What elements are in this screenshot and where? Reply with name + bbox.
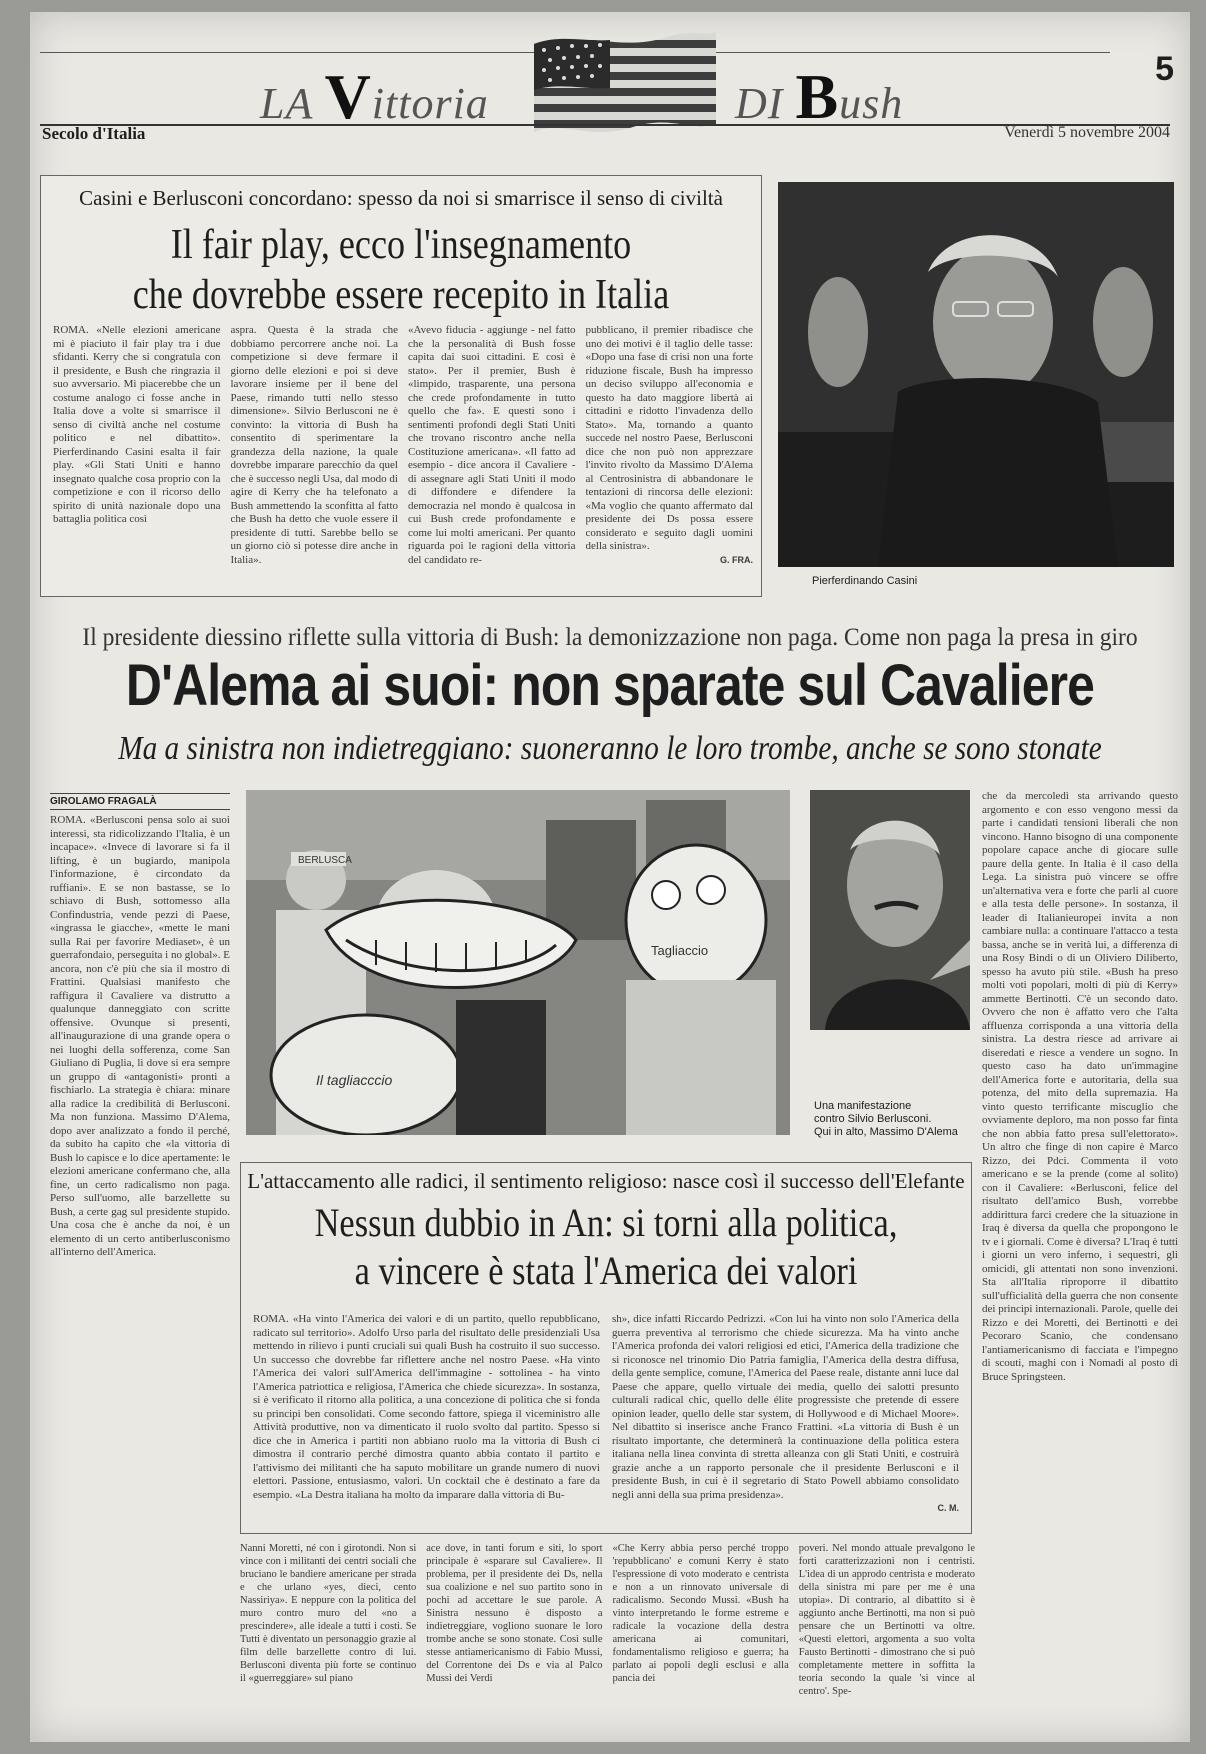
- article-continuation: [240, 1542, 975, 1742]
- photo-caption-line: Qui in alto, Massimo D'Alema: [814, 1126, 958, 1138]
- protest-photo-image: [246, 790, 790, 1135]
- photo-caption-line: Una manifestazione: [814, 1100, 912, 1112]
- protest-photo: [246, 790, 790, 1135]
- dalema-photo: [810, 790, 970, 1030]
- article-headline: [91, 220, 710, 320]
- newspaper-page: [30, 12, 1190, 1742]
- sign-text: Il tagliacccio: [316, 1072, 393, 1088]
- dalema-photo-image: [810, 790, 970, 1030]
- casini-photo-image: [778, 182, 1174, 567]
- headline-line-1: Il fair play, ecco l'insegnamento: [170, 222, 632, 268]
- section-title-la: LA: [260, 79, 313, 128]
- section-title-v: V: [324, 61, 372, 132]
- section-title-di: DI: [735, 79, 784, 128]
- article-column: [612, 1313, 959, 1523]
- us-flag-image: [530, 24, 720, 136]
- article-column: poveri. Nel mondo attuale prevalgono le forti caratterizzazioni non i centristi. L'idea di un approdo centrista e moderato della sinistra mi pare per me è una utopia». Di contrario, al dibattito si è aggiunto anche Bertinotti, ma non si può pensare che un Bertinotti va oltre. «Questi elettori, argomenta a suo volta Fausto Bertinotti - dimostrano che si può completamente mettere in soffitta la teoria secondo la quale 'si vince al centro'. Spe-: [798, 1543, 975, 1697]
- newspaper-name: Secolo d'Italia: [42, 124, 146, 143]
- headline-line-2: che dovrebbe essere recepito in Italia: [132, 272, 670, 318]
- header-rule-bottom: [40, 124, 1170, 126]
- article-kicker: Casini e Berlusconi concordano: spesso da noi si smarrisce il senso di civiltà: [79, 186, 723, 210]
- photo-caption: [814, 1100, 974, 1139]
- headline-line-1: Nessun dubbio in An: si torni alla politica,: [314, 1200, 898, 1245]
- article-column: [586, 324, 754, 584]
- section-title: [260, 60, 489, 134]
- issue-date: Venerdì 5 novembre 2004: [1004, 124, 1170, 141]
- article-body: [253, 1313, 959, 1523]
- article-kicker: L'attaccamento alle radici, il sentimento religioso: nasce così il successo dell'Elefante: [247, 1169, 965, 1193]
- article-column: ROMA. «Berlusconi pensa solo ai suoi interessi, sta ridicolizzando l'Italia, è un incapace». «Invece di lavorare si fa il lifting, è un bugiardo, manipola l'informazione, è circondato da ruffiani». E se non bastasse, se lo schiavo di Bush, sottomesso alla Confindustria, vende pezzi di Paese, «ingrassa le giacche», «mette le mani sulla Rai per favorire Mediaset», è un guerrafondaio, perseguita i no global». E ancora, non c'è più che sia il mostro di Frattini. Qualsiasi manifesto che raffigura il Cavaliere va distrutto a qualunque danneggiato con scritte offensive. Ovunque si presenti, all'inaugurazione di una grande opera o nei luoghi della sofferenza, come San Giuliano di Puglia, lì dove si era sempre un gruppo di «antagonisti» pronti a fischiarlo. La strategia è chiara: minare alla radice la credibilità di Berlusconi. Ma non funziona. Massimo D'Alema, dopo aver analizzato a fondo il perché, da subito ha capito che «la vittoria di Bush lo capisce e lo dice apertamente: le elezioni americane confermano che, alla fine, un certo radicalismo non paga. Perso sull'uomo, alle barzellette su Bush, a certe gag sul presidente stupido. Una cosa che è anche da noi, è un elemento di un certo antiberlusconismo all'interno dell'America.: [50, 814, 230, 1258]
- headline-line-2: a vincere è stata l'America dei valori: [354, 1248, 858, 1293]
- article-an-valori: [240, 1162, 972, 1534]
- article-body: [53, 324, 753, 584]
- section-title-b: B: [795, 61, 840, 132]
- article-column-text: pubblicano, il premier ribadisce che uno dei motivi è il taglio delle tasse: «Dopo una fase di crisi non una forte riduzione fiscale, Bush ha impresso un deciso sviluppo all'economia e questo ha dato maggiore libertà ai cittadini e ridotto l'invadenza dello Stato». Ma, tornando a quanto succede nel nostro Paese, Berlusconi dice che non può non apprezzare l'invito rivolto da Massimo D'Alema al Centrosinistra di abbandonare le tentazioni di rincorsa delle elezioni: «Ma voglio che quanto affermato dal presidente dei Ds possa essere considerato e seguito dagli uomini della sinistra».: [585, 324, 753, 552]
- article-column: «Che Kerry abbia perso perché troppo 'repubblicano' e comuni Kerry è stato l'espressione di voto moderato e centrista e non a un rinnovato universale di radicalismo. Secondo Mussi. «Bush ha vinto interpretando le forme estreme e radicale la vocazione della destra americana ai comunitari, fondamentalismo religioso e guerra; ha parlato ai popoli degli esclusi e alla pancia dei: [612, 1543, 789, 1684]
- mask-text: Tagliaccio: [651, 943, 709, 958]
- article-signature: G. FRA.: [720, 554, 753, 565]
- main-headline: D'Alema ai suoi: non sparate sul Cavaliere: [125, 653, 1095, 718]
- headline-subtitle: Ma a sinistra non indietreggiano: suoneranno le loro trombe, anche se sono stonate: [118, 730, 1102, 767]
- photo-caption: Pierferdinando Casini: [812, 575, 918, 587]
- article-column: «Avevo fiducia - aggiunge - nel fatto che la personalità di Bush fosse capita dai suoi cittadini. E così è stato». Per il premier, Bush è «limpido, trasparente, una persona che crede profondamente in tutto quello che fa». E questi sono i sentimenti profondi degli Stati Uniti che trovano riscontro anche nella Costituzione americana». «Il fatto ad esempio - dice ancora il Cavaliere - di assegnare agli Stati Uniti il modo di diffondere e difendere la democrazia nel mondo è qualcosa in cui Bush crede profondamente e come lui molti americani. Per quanto riguarda poi le ragioni della vittoria del candidato re-: [408, 324, 576, 566]
- section-title-right: [735, 60, 903, 134]
- article-column: ROMA. «Ha vinto l'America dei valori e di un partito, quello repubblicano, radicato sul territorio». Adolfo Urso parla del risultato delle presidenziali Usa mettendo in rilievo i punti cruciali sui quali Bush ha costruito il suo successo. Un successo che dovrebbe far riflettere anche nel nostro Paese. «Ha vinto l'America dei valori sull'America dell'immagine - sottolinea - ha vinto l'America patriottica e religiosa, l'America che chiede sicurezza». In sostanza, si è verificato il ritorno alla politica, a una concezione di politica che si fonda su principi ben consolidati. Come secondo fattore, spiega il viceministro alle Attività produttive, non va dimenticato il ruolo svolto dal partito. Spesso si dice che in America i partiti non abbiano ruolo ma la vittoria di Bush ci dimostra il contrario perché dimostra quanto abbia contato il partito e l'attivismo dei militanti che ha saputo mobilitare un grande numero di nuovi elettori. Passione, entusiasmo, valori. Un cocktail che è destinato a fare da esempio. «La Destra italiana ha molto da imparare dalla vittoria di Bu-: [253, 1313, 600, 1501]
- article-signature: C. M.: [937, 1503, 959, 1513]
- section-title-ittoria: ittoria: [371, 79, 489, 128]
- article-fair-play: [40, 175, 762, 597]
- article-column: ace dove, in tanti forum e siti, lo sport principale è «sparare sul Cavaliere». Il problema, per il presidente dei Ds, nella sua coalizione e nel suo partito sono in pochi ad accettare le sue parole. A Sinistra nessuno è disposto a indietreggiare, vogliono suonare le loro trombe anche se sono stonate. Così sulle stesse antiamericanismo di Fabio Mussi, del Correntone dei Ds e via al Palco Mussi dei Verdi: [426, 1543, 603, 1684]
- article-headline: [292, 1199, 920, 1295]
- author-byline: GIROLAMO FRAGALÀ: [50, 793, 230, 810]
- photo-caption-line: contro Silvio Berlusconi.: [814, 1113, 932, 1125]
- article-column: Nanni Moretti, né con i girotondi. Non si vince con i militanti dei centri sociali che bruciano le bandiere americane per strada e che urlano «yes, dieci, cento Nassiriya». E neppure con la politica del muro contro muro del «no a prescindere», alle ideale a tutti i costi. Se Tutti è diventato un personaggio grazie al film delle barzellette contro di lui. Berlusconi diventa più forte se continuo il «guerreggiare» sul piano: [240, 1543, 417, 1684]
- casini-photo: [778, 182, 1174, 567]
- article-column-text: sh», dice infatti Riccardo Pedrizzi. «Con lui ha vinto non solo l'America della guerra preventiva al terrorismo che chiede sicurezza. Ma ha vinto anche l'America profonda dei valori religiosi ed etici, l'America della tradizione che si riconosce nel trinomio Dio Patria famiglia, l'America della destra diffusa, della gente semplice, comune, l'America del Paese reale, distante anni luce dal Paese che appare, quello virtuale dei media, quello dei salotti presunto culturali radical chic, quello delle élite progressiste che pretende di essere opinion leader, quello delle star system, di Hollywood e di Michael Moore». Nel dibattito si inserisce anche Franco Frattini. «La vittoria di Bush è un risultato importante, che determinerà la continuazione della politica estera italiana nella linea convinta di stretta alleanza con gli Stati Uniti, e costruirà grazie anche a un rapporto personale che il presidente Berlusconi e il presidente Bush, in cui è il segretario di Stato Powell abbiamo consolidato negli anni della sua prima presidenza».: [612, 1313, 959, 1501]
- article-column: ROMA. «Nelle elezioni americane mi è piaciuto il fair play tra i due sfidanti. Kerry che si congratula con il presidente, e Bush che ringrazia il suo avversario. Mi piacerebbe che un costume analogo ci fosse anche in Italia dove a volte si smarrisce il senso di civiltà anche nel costume politico e nel dibattito». Pierferdinando Casini esalta il fair play. «Gli Stati Uniti e hanno insegnato qualche cosa proprio con la competizione e con il ricorso dello spirito di unità nazionale dopo una battaglia politica così: [53, 324, 221, 525]
- section-title-ush: ush: [839, 79, 904, 128]
- article-column: aspra. Questa è la strada che dobbiamo percorrere anche noi. La competizione si deve fermare il giorno delle elezioni e poi si deve lavorare insieme per il bene del Paese, rimando tutti nello stesso dimensione». Silvio Berlusconi ne è convinto: la vittoria di Bush ha consentito di sperimentare la grandezza della nazione, la quale dovrebbe imparare parecchio da quel che è successo negli Usa, dal modo di agire di Kerry che ha telefonato a Bush ammettendo la sconfitta al fatto che Bush ha detto che vuole essere il presidente di tutti. Sarebbe bello se un giorno ciò si potesse dire anche in Italia».: [230, 324, 398, 566]
- headband-text: BERLUSCA: [298, 855, 352, 866]
- page-number: 5: [1155, 50, 1174, 88]
- article-kicker: Il presidente diessino riflette sulla vittoria di Bush: la demonizzazione non paga. Come non paga la presa in giro: [82, 624, 1138, 651]
- article-column: che da mercoledì sta arrivando questo argomento e con esso vengono messi da parte i candidati tensioni liberali che non vincono. Hanno bisogno di una componente popolare capace anche di giocare sulle paure della gente. In Italia è il caso della Lega. La sinistra può vincere se offre un'alternativa vera e forte che parli al cuore e alla testa delle persone». In sostanza, il leader di Italianieuropei invita a non cambiare nulla: a continuare l'attacco a testa bassa, anche se in verità lui, a differenza di una Rosy Bindi o di un Oliviero Diliberto, spesso ha avuto più stile. «Bush ha preso molti voti popolari, molti di più di Kerry» ammette Bertinotti. C'è un secondo dato. Ovvero che non è affatto vero che l'alta affluenza corrisponda a una vittoria della sinistra. La destra riesce ad arrivare ai diseredati e riesce a vendere un sogno. In questo caso ha dato un'immagine dell'America forte e autoritaria, della sua potenza, del mito della supremazia. Ha vinto questo terrificante miscuglio che ovviamente deploro, ma non posso far finta che non abbia fatto presa sull'elettorato». Un altro che finge di non capire è Marco Rizzo, dei Pdci. Commenta il voto americano e se la prende (come al solito) con il Cavaliere: «Berlusconi, felice del risultato dell'amico Bush, vorrebbe addirittura farci credere che la situazione in Iraq è diversa da quella che propongono le tv e i giornali. Come è diversa? L'Iraq è tutti i giorni un vero inferno, i sequestri, gli omicidi, gli attentati non sono invenzioni. Sta all'Italia riproporre il dibattito sull'ufficialità della guerra che non consente dei principi internazionali. Parole, quelle dei Rizzo e dei Moretti, dei Bertinotti e dei Pecoraro Scanio, che condensano l'antiamericanismo di facciata e l'impegno di scouti, maghi con i Nomadi al posto di Bruce Springsteen.: [982, 790, 1178, 1383]
